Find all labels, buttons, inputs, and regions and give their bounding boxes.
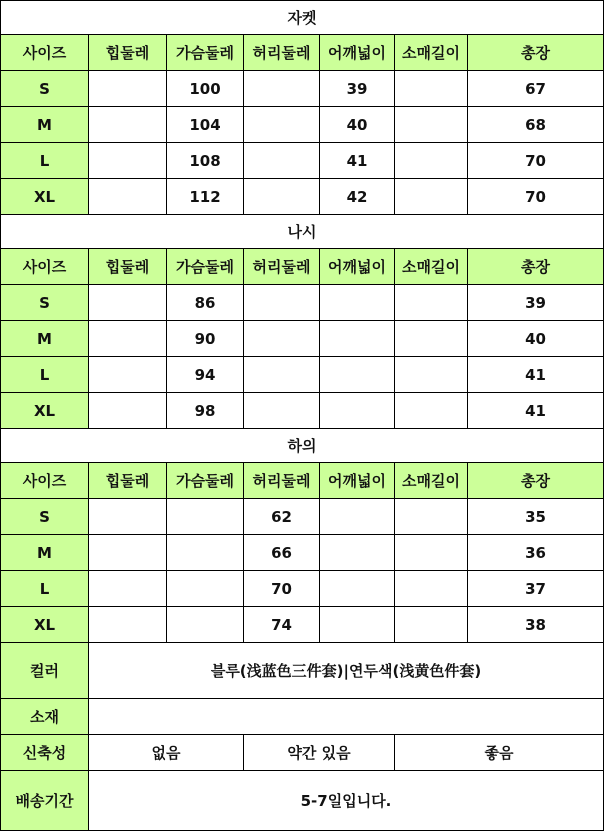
column-header-shoulder: 어깨넓이 (320, 35, 395, 71)
table-row (1, 357, 604, 393)
size-label: M (1, 107, 89, 143)
table-cell-waist (244, 357, 320, 393)
table-cell-sleeve (395, 393, 468, 429)
shipping-row (1, 771, 604, 831)
size-label: S (1, 499, 89, 535)
table-cell-shoulder (320, 499, 395, 535)
table-cell-hip (89, 499, 167, 535)
table-row (1, 107, 604, 143)
size-label: M (1, 535, 89, 571)
stretch-option-none: 없음 (89, 735, 244, 771)
material-row (1, 699, 604, 735)
table-row (1, 179, 604, 215)
table-cell-waist (244, 71, 320, 107)
table-cell-length: 35 (468, 499, 604, 535)
size-label: L (1, 571, 89, 607)
table-cell-hip (89, 571, 167, 607)
table-cell-length: 40 (468, 321, 604, 357)
table-cell-waist (244, 393, 320, 429)
table-cell-shoulder (320, 571, 395, 607)
color-value: 블루(浅蓝色三件套)|연두색(浅黄色件套) (89, 643, 604, 699)
table-row (1, 499, 604, 535)
table-row (1, 393, 604, 429)
table-cell-length: 38 (468, 607, 604, 643)
table-cell-hip (89, 321, 167, 357)
table-cell-shoulder (320, 321, 395, 357)
table-cell-shoulder (320, 357, 395, 393)
table-cell-hip (89, 179, 167, 215)
column-header-length: 총장 (468, 249, 604, 285)
table-cell-waist (244, 179, 320, 215)
column-header-length: 총장 (468, 35, 604, 71)
table-cell-sleeve (395, 143, 468, 179)
table-cell-shoulder: 39 (320, 71, 395, 107)
column-header-waist: 허리둘레 (244, 249, 320, 285)
size-label: S (1, 285, 89, 321)
size-label: XL (1, 393, 89, 429)
column-header-sleeve: 소매길이 (395, 463, 468, 499)
size-label: XL (1, 607, 89, 643)
table-cell-waist: 70 (244, 571, 320, 607)
table-row (1, 607, 604, 643)
table-cell-length: 68 (468, 107, 604, 143)
size-label: S (1, 71, 89, 107)
table-cell-shoulder (320, 285, 395, 321)
column-header-waist: 허리둘레 (244, 35, 320, 71)
table-cell-waist (244, 285, 320, 321)
table-cell-hip (89, 285, 167, 321)
column-header-length: 총장 (468, 463, 604, 499)
stretch-label: 신축성 (1, 735, 89, 771)
table-cell-length: 37 (468, 571, 604, 607)
size-label: M (1, 321, 89, 357)
shipping-value: 5-7일입니다. (89, 771, 604, 831)
table-cell-hip (89, 71, 167, 107)
column-header-shoulder: 어깨넓이 (320, 463, 395, 499)
size-label: L (1, 143, 89, 179)
table-cell-length: 67 (468, 71, 604, 107)
table-cell-shoulder: 40 (320, 107, 395, 143)
column-header-chest: 가슴둘레 (167, 249, 244, 285)
table-cell-hip (89, 393, 167, 429)
table-cell-chest (167, 499, 244, 535)
jacket-title-row (1, 1, 604, 35)
table-cell-chest: 94 (167, 357, 244, 393)
table-cell-sleeve (395, 571, 468, 607)
column-header-hip: 힙둘레 (89, 35, 167, 71)
table-cell-waist (244, 107, 320, 143)
table-cell-shoulder (320, 607, 395, 643)
column-header-hip: 힙둘레 (89, 463, 167, 499)
table-cell-sleeve (395, 499, 468, 535)
table-row (1, 535, 604, 571)
material-label: 소재 (1, 699, 89, 735)
column-header-sleeve: 소매길이 (395, 35, 468, 71)
stretch-option-good: 좋음 (395, 735, 604, 771)
color-row (1, 643, 604, 699)
table-cell-chest: 108 (167, 143, 244, 179)
bottom-header-row (1, 463, 604, 499)
column-header-chest: 가슴둘레 (167, 35, 244, 71)
table-cell-waist: 74 (244, 607, 320, 643)
size-label: L (1, 357, 89, 393)
table-cell-length: 70 (468, 143, 604, 179)
table-cell-length: 39 (468, 285, 604, 321)
table-cell-length: 41 (468, 393, 604, 429)
table-cell-chest (167, 571, 244, 607)
table-cell-chest: 98 (167, 393, 244, 429)
nasi-header-row (1, 249, 604, 285)
column-header-chest: 가슴둘레 (167, 463, 244, 499)
table-cell-length: 36 (468, 535, 604, 571)
table-cell-sleeve (395, 285, 468, 321)
table-cell-sleeve (395, 607, 468, 643)
bottom-title-row (1, 429, 604, 463)
shipping-label: 배송기간 (1, 771, 89, 831)
table-cell-length: 70 (468, 179, 604, 215)
stretch-row (1, 735, 604, 771)
table-row (1, 71, 604, 107)
table-cell-chest (167, 607, 244, 643)
table-cell-hip (89, 535, 167, 571)
table-row (1, 285, 604, 321)
color-label: 컬러 (1, 643, 89, 699)
nasi-title-row (1, 215, 604, 249)
table-cell-sleeve (395, 535, 468, 571)
table-cell-shoulder: 42 (320, 179, 395, 215)
table-cell-chest (167, 535, 244, 571)
table-cell-hip (89, 143, 167, 179)
jacket-header-row (1, 35, 604, 71)
table-cell-hip (89, 357, 167, 393)
column-header-size: 사이즈 (1, 463, 89, 499)
column-header-sleeve: 소매길이 (395, 249, 468, 285)
table-row (1, 321, 604, 357)
column-header-waist: 허리둘레 (244, 463, 320, 499)
table-cell-chest: 86 (167, 285, 244, 321)
table-cell-waist (244, 143, 320, 179)
column-header-shoulder: 어깨넓이 (320, 249, 395, 285)
table-cell-shoulder (320, 535, 395, 571)
column-header-size: 사이즈 (1, 35, 89, 71)
column-header-size: 사이즈 (1, 249, 89, 285)
table-cell-sleeve (395, 179, 468, 215)
column-header-hip: 힙둘레 (89, 249, 167, 285)
table-row (1, 571, 604, 607)
table-cell-sleeve (395, 357, 468, 393)
jacket-section-title: 자켓 (1, 1, 604, 35)
table-cell-waist: 66 (244, 535, 320, 571)
table-cell-hip (89, 107, 167, 143)
size-label: XL (1, 179, 89, 215)
table-cell-chest: 90 (167, 321, 244, 357)
table-cell-sleeve (395, 321, 468, 357)
table-cell-chest: 100 (167, 71, 244, 107)
bottom-section-title: 하의 (1, 429, 604, 463)
stretch-option-some: 약간 있음 (244, 735, 395, 771)
table-cell-waist (244, 321, 320, 357)
table-cell-shoulder: 41 (320, 143, 395, 179)
table-cell-sleeve (395, 71, 468, 107)
table-row (1, 143, 604, 179)
table-cell-waist: 62 (244, 499, 320, 535)
table-cell-sleeve (395, 107, 468, 143)
material-value (89, 699, 604, 735)
table-cell-hip (89, 607, 167, 643)
table-cell-length: 41 (468, 357, 604, 393)
nasi-section-title: 나시 (1, 215, 604, 249)
table-cell-shoulder (320, 393, 395, 429)
table-cell-chest: 104 (167, 107, 244, 143)
table-cell-chest: 112 (167, 179, 244, 215)
